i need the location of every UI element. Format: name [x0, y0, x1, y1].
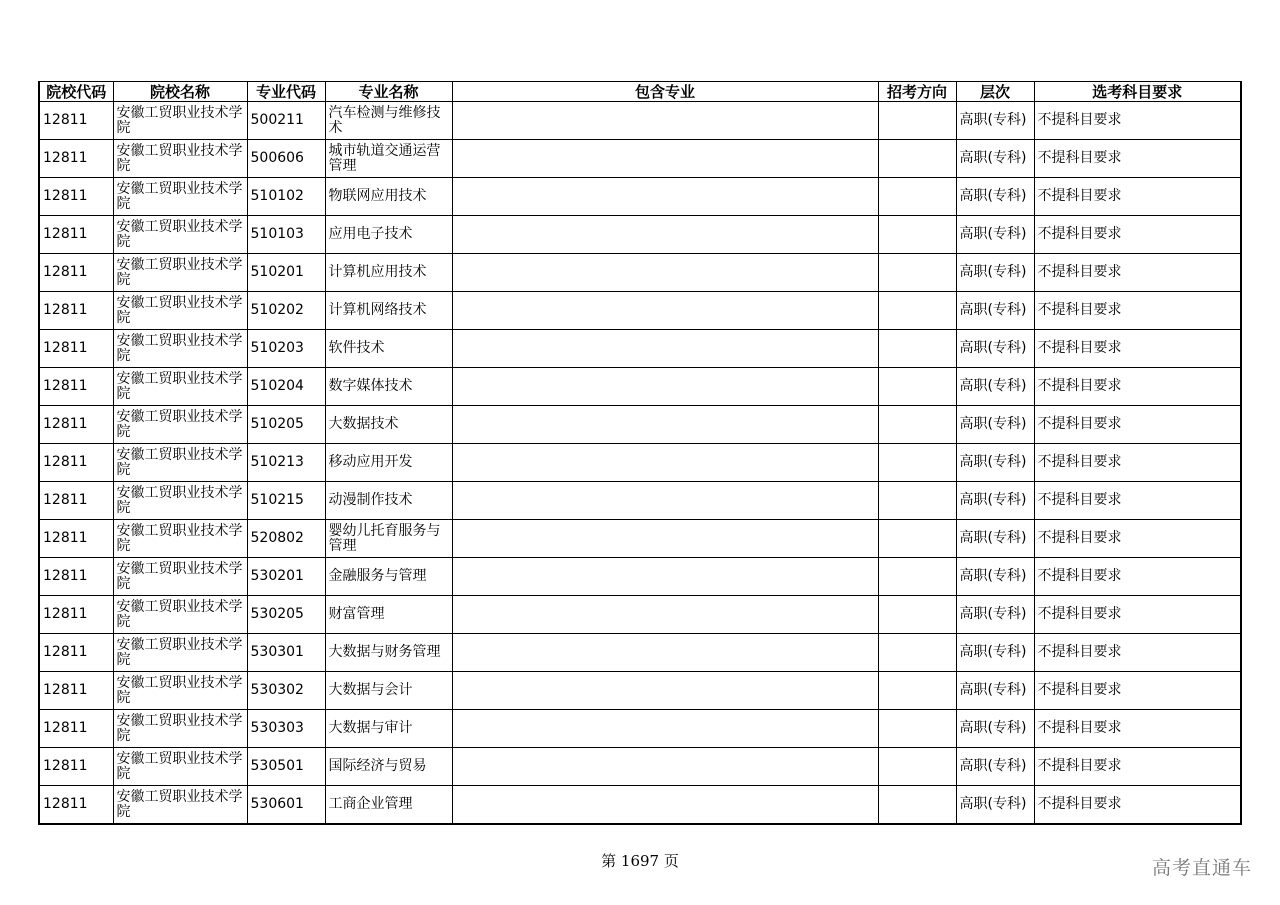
cell-school-code: 12811: [39, 292, 113, 330]
cell-requirement: 不提科目要求: [1034, 140, 1241, 178]
cell-included-majors: [452, 406, 878, 444]
table-row: [39, 368, 1241, 406]
cell-requirement: 不提科目要求: [1034, 406, 1241, 444]
cell-included-majors: [452, 634, 878, 672]
cell-school-name: 安徽工贸职业技术学院: [113, 216, 247, 254]
cell-direction: [878, 292, 956, 330]
cell-major-code: 510203: [247, 330, 325, 368]
cell-school-code: 12811: [39, 216, 113, 254]
cell-major-name: 汽车检测与维修技术: [325, 102, 452, 140]
table-row: [39, 748, 1241, 786]
cell-level: 高职(专科): [956, 748, 1034, 786]
cell-level: 高职(专科): [956, 216, 1034, 254]
cell-level: 高职(专科): [956, 140, 1034, 178]
cell-major-code: 510204: [247, 368, 325, 406]
cell-school-name: 安徽工贸职业技术学院: [113, 444, 247, 482]
cell-direction: [878, 710, 956, 748]
cell-major-code: 530301: [247, 634, 325, 672]
header-major-code: 专业代码: [247, 82, 325, 102]
cell-included-majors: [452, 102, 878, 140]
header-requirement: 选考科目要求: [1034, 82, 1241, 102]
cell-included-majors: [452, 254, 878, 292]
cell-direction: [878, 216, 956, 254]
cell-requirement: 不提科目要求: [1034, 710, 1241, 748]
cell-school-name: 安徽工贸职业技术学院: [113, 330, 247, 368]
cell-direction: [878, 254, 956, 292]
cell-included-majors: [452, 292, 878, 330]
cell-school-code: 12811: [39, 444, 113, 482]
cell-school-code: 12811: [39, 140, 113, 178]
cell-school-name: 安徽工贸职业技术学院: [113, 634, 247, 672]
cell-major-code: 530303: [247, 710, 325, 748]
table-row: [39, 444, 1241, 482]
cell-requirement: 不提科目要求: [1034, 748, 1241, 786]
cell-included-majors: [452, 710, 878, 748]
cell-requirement: 不提科目要求: [1034, 596, 1241, 634]
cell-major-code: 510202: [247, 292, 325, 330]
table-row: [39, 710, 1241, 748]
cell-school-code: 12811: [39, 102, 113, 140]
table-row: [39, 292, 1241, 330]
cell-included-majors: [452, 596, 878, 634]
cell-major-code: 530501: [247, 748, 325, 786]
table-body: [39, 102, 1241, 825]
cell-school-name: 安徽工贸职业技术学院: [113, 102, 247, 140]
cell-requirement: 不提科目要求: [1034, 672, 1241, 710]
cell-school-name: 安徽工贸职业技术学院: [113, 710, 247, 748]
cell-major-name: 大数据与财务管理: [325, 634, 452, 672]
table-row: [39, 786, 1241, 825]
cell-school-name: 安徽工贸职业技术学院: [113, 520, 247, 558]
cell-school-code: 12811: [39, 482, 113, 520]
cell-level: 高职(专科): [956, 254, 1034, 292]
cell-major-name: 金融服务与管理: [325, 558, 452, 596]
cell-major-name: 计算机网络技术: [325, 292, 452, 330]
cell-requirement: 不提科目要求: [1034, 330, 1241, 368]
cell-level: 高职(专科): [956, 520, 1034, 558]
cell-direction: [878, 102, 956, 140]
cell-school-name: 安徽工贸职业技术学院: [113, 748, 247, 786]
cell-level: 高职(专科): [956, 558, 1034, 596]
cell-direction: [878, 748, 956, 786]
table-row: [39, 140, 1241, 178]
cell-school-code: 12811: [39, 786, 113, 825]
majors-table: [38, 81, 1242, 825]
cell-major-name: 大数据与会计: [325, 672, 452, 710]
cell-school-name: 安徽工贸职业技术学院: [113, 368, 247, 406]
cell-major-name: 国际经济与贸易: [325, 748, 452, 786]
cell-direction: [878, 140, 956, 178]
cell-major-code: 510103: [247, 216, 325, 254]
cell-major-name: 财富管理: [325, 596, 452, 634]
table-header-row: [39, 82, 1241, 102]
cell-school-name: 安徽工贸职业技术学院: [113, 140, 247, 178]
table-row: [39, 596, 1241, 634]
cell-major-code: 530601: [247, 786, 325, 825]
cell-major-code: 510213: [247, 444, 325, 482]
table-row: [39, 634, 1241, 672]
cell-school-code: 12811: [39, 558, 113, 596]
cell-school-name: 安徽工贸职业技术学院: [113, 558, 247, 596]
cell-requirement: 不提科目要求: [1034, 558, 1241, 596]
cell-level: 高职(专科): [956, 368, 1034, 406]
watermark-logo: 高考直通车: [1151, 857, 1252, 879]
cell-level: 高职(专科): [956, 102, 1034, 140]
cell-major-name: 动漫制作技术: [325, 482, 452, 520]
cell-direction: [878, 672, 956, 710]
cell-level: 高职(专科): [956, 786, 1034, 825]
cell-major-name: 应用电子技术: [325, 216, 452, 254]
header-major-name: 专业名称: [325, 82, 452, 102]
cell-major-name: 工商企业管理: [325, 786, 452, 825]
cell-school-code: 12811: [39, 368, 113, 406]
cell-major-name: 婴幼儿托育服务与管理: [325, 520, 452, 558]
cell-direction: [878, 368, 956, 406]
cell-major-name: 大数据与审计: [325, 710, 452, 748]
cell-direction: [878, 558, 956, 596]
cell-major-code: 500606: [247, 140, 325, 178]
cell-included-majors: [452, 482, 878, 520]
table-row: [39, 482, 1241, 520]
cell-school-code: 12811: [39, 634, 113, 672]
cell-school-code: 12811: [39, 672, 113, 710]
table-row: [39, 406, 1241, 444]
header-school-code: 院校代码: [39, 82, 113, 102]
cell-requirement: 不提科目要求: [1034, 482, 1241, 520]
table-row: [39, 330, 1241, 368]
cell-requirement: 不提科目要求: [1034, 634, 1241, 672]
cell-requirement: 不提科目要求: [1034, 444, 1241, 482]
cell-major-name: 软件技术: [325, 330, 452, 368]
cell-included-majors: [452, 786, 878, 825]
cell-school-code: 12811: [39, 520, 113, 558]
table-row: [39, 672, 1241, 710]
cell-included-majors: [452, 140, 878, 178]
cell-school-name: 安徽工贸职业技术学院: [113, 292, 247, 330]
cell-direction: [878, 178, 956, 216]
header-included-majors: 包含专业: [452, 82, 878, 102]
cell-major-name: 移动应用开发: [325, 444, 452, 482]
header-direction: 招考方向: [878, 82, 956, 102]
cell-included-majors: [452, 216, 878, 254]
cell-major-code: 530201: [247, 558, 325, 596]
cell-level: 高职(专科): [956, 710, 1034, 748]
cell-included-majors: [452, 558, 878, 596]
cell-requirement: 不提科目要求: [1034, 520, 1241, 558]
cell-direction: [878, 482, 956, 520]
table-row: [39, 178, 1241, 216]
cell-school-name: 安徽工贸职业技术学院: [113, 406, 247, 444]
cell-major-name: 大数据技术: [325, 406, 452, 444]
cell-direction: [878, 596, 956, 634]
cell-level: 高职(专科): [956, 406, 1034, 444]
cell-school-code: 12811: [39, 596, 113, 634]
cell-direction: [878, 330, 956, 368]
cell-school-name: 安徽工贸职业技术学院: [113, 254, 247, 292]
cell-level: 高职(专科): [956, 482, 1034, 520]
cell-requirement: 不提科目要求: [1034, 102, 1241, 140]
cell-school-name: 安徽工贸职业技术学院: [113, 672, 247, 710]
cell-major-code: 510215: [247, 482, 325, 520]
cell-included-majors: [452, 748, 878, 786]
cell-school-name: 安徽工贸职业技术学院: [113, 178, 247, 216]
header-school-name: 院校名称: [113, 82, 247, 102]
cell-major-name: 计算机应用技术: [325, 254, 452, 292]
cell-direction: [878, 406, 956, 444]
cell-school-code: 12811: [39, 748, 113, 786]
table-row: [39, 520, 1241, 558]
cell-level: 高职(专科): [956, 292, 1034, 330]
cell-included-majors: [452, 444, 878, 482]
cell-requirement: 不提科目要求: [1034, 368, 1241, 406]
cell-level: 高职(专科): [956, 178, 1034, 216]
cell-requirement: 不提科目要求: [1034, 292, 1241, 330]
cell-major-code: 530302: [247, 672, 325, 710]
cell-included-majors: [452, 368, 878, 406]
cell-requirement: 不提科目要求: [1034, 216, 1241, 254]
cell-requirement: 不提科目要求: [1034, 254, 1241, 292]
cell-school-name: 安徽工贸职业技术学院: [113, 786, 247, 825]
cell-school-name: 安徽工贸职业技术学院: [113, 482, 247, 520]
cell-level: 高职(专科): [956, 444, 1034, 482]
table-row: [39, 254, 1241, 292]
cell-school-code: 12811: [39, 710, 113, 748]
cell-school-code: 12811: [39, 254, 113, 292]
table-row: [39, 102, 1241, 140]
cell-major-name: 数字媒体技术: [325, 368, 452, 406]
cell-requirement: 不提科目要求: [1034, 178, 1241, 216]
cell-level: 高职(专科): [956, 596, 1034, 634]
page-number: 第 1697 页: [601, 852, 679, 870]
cell-school-code: 12811: [39, 406, 113, 444]
cell-included-majors: [452, 672, 878, 710]
table-row: [39, 558, 1241, 596]
cell-major-code: 510205: [247, 406, 325, 444]
cell-major-code: 530205: [247, 596, 325, 634]
cell-level: 高职(专科): [956, 672, 1034, 710]
cell-school-code: 12811: [39, 178, 113, 216]
cell-included-majors: [452, 520, 878, 558]
cell-major-code: 500211: [247, 102, 325, 140]
cell-school-name: 安徽工贸职业技术学院: [113, 596, 247, 634]
cell-school-code: 12811: [39, 330, 113, 368]
cell-included-majors: [452, 330, 878, 368]
cell-major-code: 520802: [247, 520, 325, 558]
cell-direction: [878, 786, 956, 825]
cell-major-name: 城市轨道交通运营管理: [325, 140, 452, 178]
cell-included-majors: [452, 178, 878, 216]
cell-major-name: 物联网应用技术: [325, 178, 452, 216]
cell-major-code: 510201: [247, 254, 325, 292]
cell-major-code: 510102: [247, 178, 325, 216]
table-row: [39, 216, 1241, 254]
cell-requirement: 不提科目要求: [1034, 786, 1241, 825]
header-level: 层次: [956, 82, 1034, 102]
cell-level: 高职(专科): [956, 330, 1034, 368]
cell-direction: [878, 520, 956, 558]
cell-level: 高职(专科): [956, 634, 1034, 672]
cell-direction: [878, 634, 956, 672]
cell-direction: [878, 444, 956, 482]
